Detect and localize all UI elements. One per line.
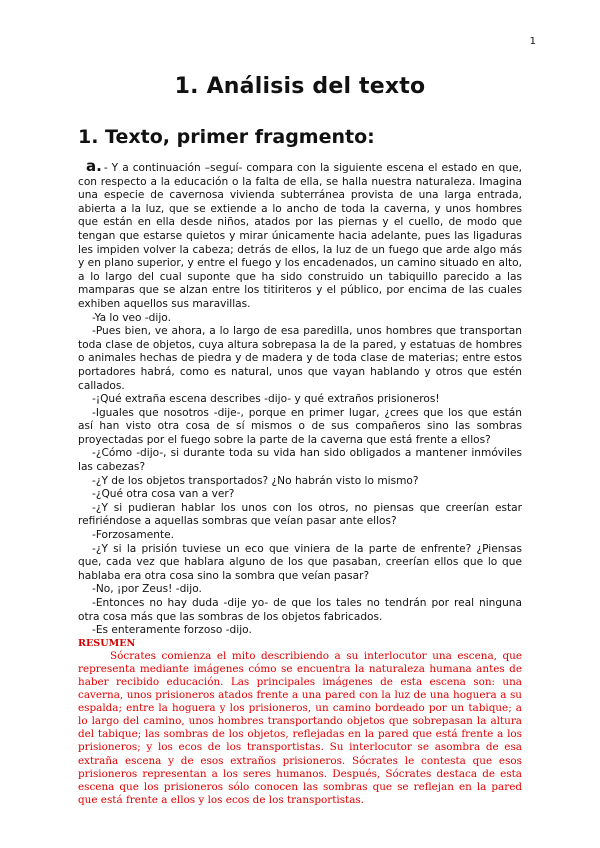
dialogue-line: -Entonces no hay duda -dije yo- de que los tales no tendrán por real ninguna otra cosa más que las sombras de los objetos fabricados. [78,597,522,623]
dialogue-line: -Ya lo veo -dijo. [92,311,171,324]
fragment-letter: a. [86,157,102,175]
dialogue-line: -¿Cómo -dijo-, si durante toda su vida han sido obligados a mantener inmóviles las cabezas? [78,447,522,474]
dialogue-line: -No, ¡por Zeus! -dijo. [92,583,202,596]
summary-title: RESUMEN [78,637,136,649]
first-paragraph-text: - Y a continuación –seguí- compara con la siguiente escena el estado en que, con respecto a la educación o la falta de ella, se halla nuestra naturaleza. Imagina una especie de cavernosa vivienda subterránea provista de una larga entrada, abierta a la luz, que se extiende a lo ancho de toda la caverna, y unos hombres que están en ella desde niños, atados por las piernas y el cuello, de modo que tengan que estarse quietos y mirar únicamente hacia adelante, pues las ligaduras les impiden volver la cabeza; detrás de ellos, la luz de un fuego que arde algo más y en plano superior, y entre el fuego y los encadenados, un camino situado en alto, a lo largo del cual suponte que ha sido construido un tabiquillo parecido a las mamparas que se alzan entre los titiriteros y el público, por encima de las cuales exhiben aquellos sus maravillas. [78,162,522,310]
dialogue-line: -¿Qué otra cosa van a ver? [92,488,235,501]
first-paragraph [78,157,522,312]
section-heading: 1. Texto, primer fragmento: [78,126,375,148]
dialogue-line: -¿Y si pudieran hablar los unos con los otros, no piensas que creerían estar refiriéndose a aquellas sombras que veían pasar ante ellos? [78,501,522,528]
dialogue-line: -Pues bien, ve ahora, a lo largo de esa paredilla, unos hombres que transportan toda clase de objetos, cuya altura sobrepasa la de la pared, y estatuas de hombres o animales hechas de piedra y de madera y de toda clase de materias; entre estos portadores habrá, como es natural, unos que vayan hablando y otros que estén callados. [78,325,522,392]
dialogue-line: -¿Y de los objetos transportados? ¿No habrán visto lo mismo? [92,474,419,487]
summary-text: Sócrates comienza el mito describiendo a su interlocutor una escena, que representa mediante imágenes cómo se encuentra la naturaleza humana antes de haber recibido educación. Las principales imágenes de esta escena son: una caverna, unos prisioneros atados frente a una pared con la luz de una hoguera a su espalda; entre la hoguera y los prisioneros, un camino bordeado por un tabique; a lo largo del camino, unos hombres transportando objetos que sobrepasan la altura del tabique; las sombras de los objetos, reflejadas en la pared que está frente a los prisioneros; y los ecos de los transportistas. Su interlocutor se asombra de esa extraña escena y de esos extraños prisioneros. Sócrates le contesta que esos prisioneros representan a los seres humanos. Después, Sócrates destaca de esta escena que los prisioneros sólo conocen las sombras que se reflejan en la pared que está frente a ellos y los ecos de los transportistas. [78,649,522,806]
dialogue-line: -Forzosamente. [92,529,175,542]
dialogue-line: -Es enteramente forzoso -dijo. [92,624,252,637]
main-heading: 1. Análisis del texto [174,74,426,99]
fragment-body [78,157,522,807]
dialogue-line: -¡Qué extraña escena describes -dijo- y qué extraños prisioneros! [92,393,440,406]
page-number: 1 [529,36,536,47]
dialogue-line: -Iguales que nosotros -dije-, porque en primer lugar, ¿crees que los que están así han visto otra cosa de sí mismos o de sus compañeros sino las sombras proyectadas por el fuego sobre la parte de la caverna que está frente a ellos? [78,406,522,446]
dialogue-line: -¿Y si la prisión tuviese un eco que viniera de la parte de enfrente? ¿Piensas que, cada vez que hablara alguno de los que pasaban, creerían ellos que lo que hablaba era otra cosa sino la sombra que veían pasar? [78,542,522,582]
